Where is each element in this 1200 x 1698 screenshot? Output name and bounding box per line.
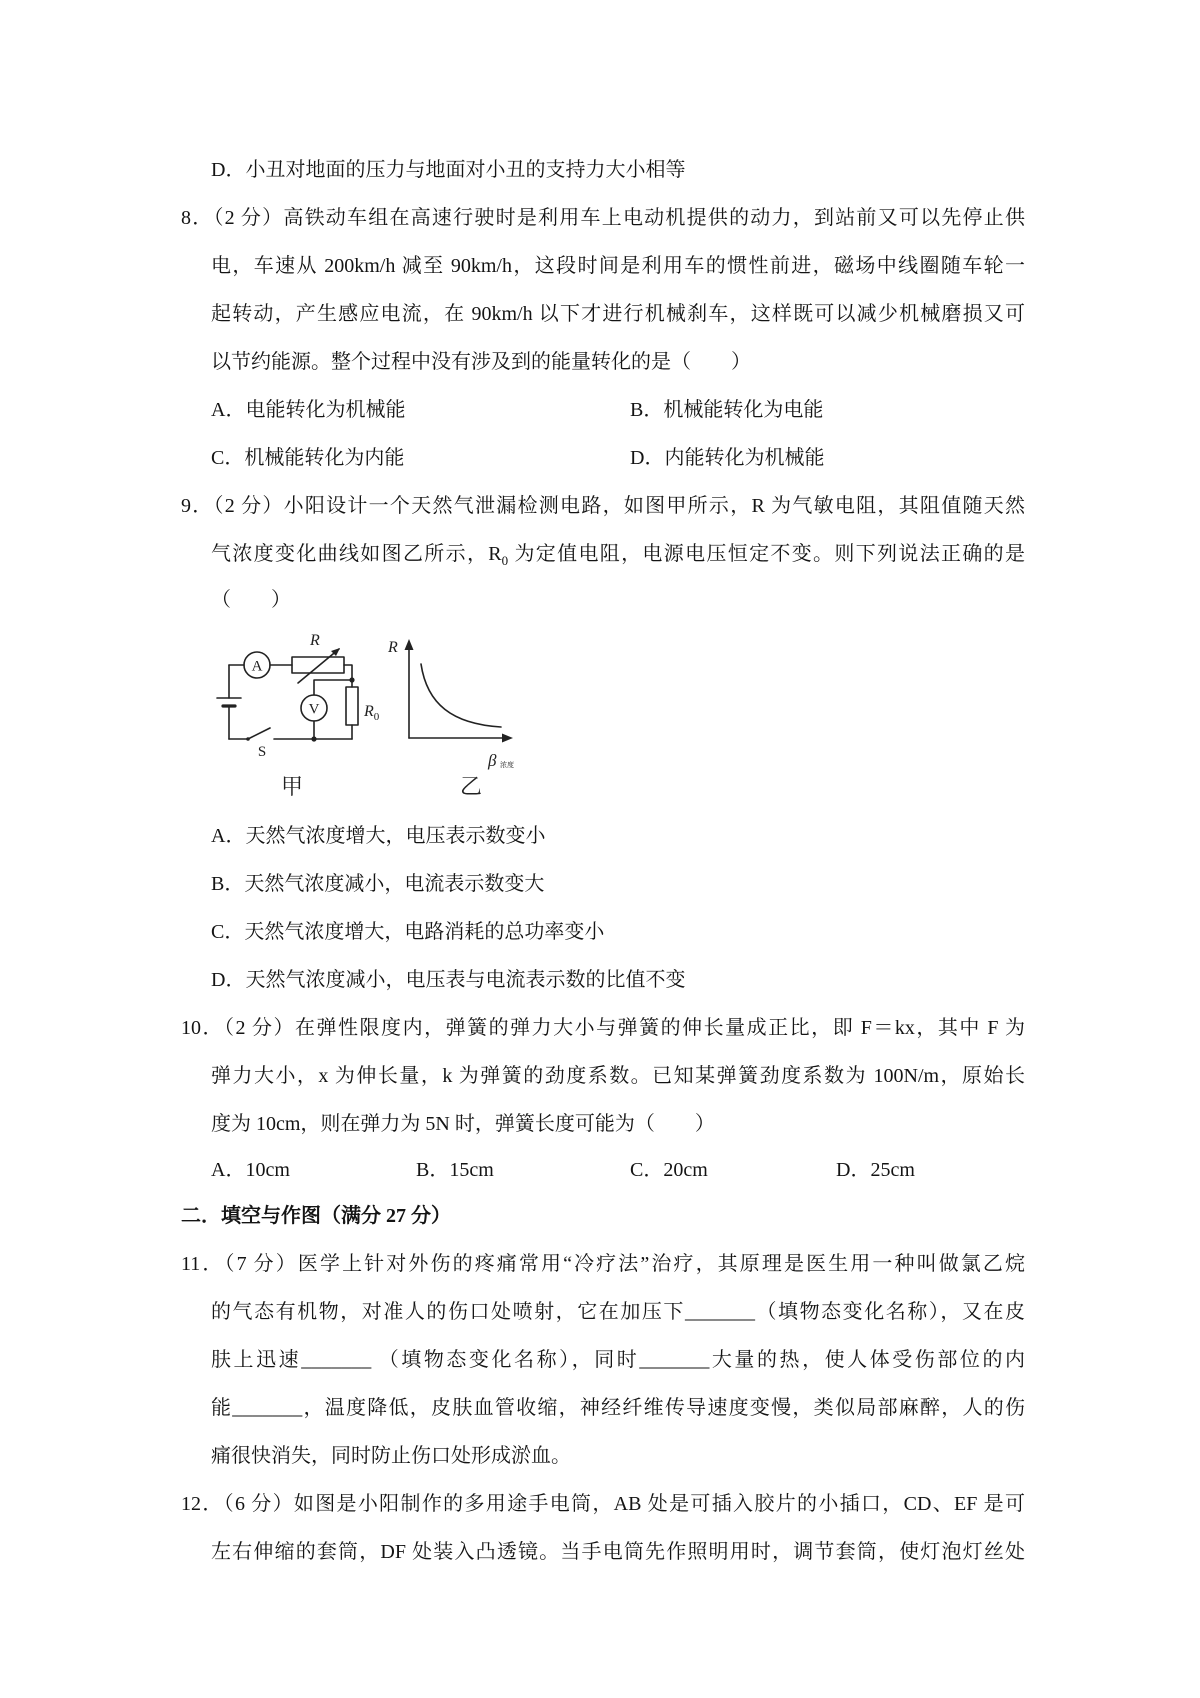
fixed-resistor (346, 687, 358, 725)
q9-option-d: D．天然气浓度减小，电压表与电流表示数的比值不变 (211, 969, 686, 991)
switch-contact-dot (246, 737, 250, 741)
switch-label: S (257, 744, 267, 760)
circuit-top-wire (229, 665, 352, 687)
gas-sensitive-resistor (292, 657, 344, 673)
q10-option-d: D．25cm (836, 1159, 915, 1181)
circuit-caption: 甲 (280, 774, 304, 799)
q9-stem-line-1: 9．（2 分）小阳设计一个天然气泄漏检测电路，如图甲所示，R 为气敏电阻，其阻值随天然 (181, 495, 1025, 517)
fixed-resistor-symbol: R (364, 703, 374, 720)
q9-answer-parentheses: （ ） (211, 589, 291, 611)
q8-stem-line-2: 电，车速从 200km/h 减至 90km/h，这段时间是利用车的惯性前进，磁场中线圈随车轮一 (211, 255, 1025, 277)
q12-stem-line-1: 12．（6 分）如图是小阳制作的多用途手电筒，AB 处是可插入胶片的小插口，CD、EF 是可 (181, 1493, 1025, 1515)
q10-stem-line-3: 度为 10cm，则在弹力为 5N 时，弹簧长度可能为（ ） (211, 1113, 715, 1135)
q9-option-c: C．天然气浓度增大，电路消耗的总功率变小 (211, 921, 605, 943)
q9-option-b: B．天然气浓度减小，电流表示数变大 (211, 873, 545, 895)
gas-resistor-label: R (310, 632, 320, 649)
voltmeter-label: V (308, 701, 320, 718)
q8-stem-line-4: 以节约能源。整个过程中没有涉及到的能量转化的是（ ） (211, 351, 751, 373)
graph-x-axis-arrow (502, 734, 513, 743)
q10-option-c: C．20cm (630, 1159, 708, 1181)
graph-x-label: β (488, 751, 497, 770)
q8-option-d: D．内能转化为机械能 (630, 447, 825, 469)
q9-stem-line-2-after: 为定值电阻，电源电压恒定不变。则下列说法正确的是 (508, 543, 1026, 565)
q11-stem-line-1: 11．（7 分）医学上针对外伤的疼痛常用“冷疗法”治疗，其原理是医生用一种叫做氯乙烷 (181, 1253, 1025, 1275)
graph-y-axis-arrow (405, 639, 414, 650)
section-2-heading: 二．填空与作图（满分 27 分） (181, 1205, 451, 1227)
circuit-diagram (217, 632, 380, 799)
q10-option-b: B．15cm (416, 1159, 494, 1181)
switch-blade (248, 728, 270, 739)
fixed-resistor-subscript: 0 (373, 711, 380, 723)
q11-stem-line-5: 痛很快消失，同时防止伤口处形成淤血。 (211, 1445, 571, 1467)
q8-stem-line-3: 起转动，产生感应电流，在 90km/h 以下才进行机械刹车，这样既可以减少机械磨损又可 (211, 303, 1025, 325)
q7-option-d: D．小丑对地面的压力与地面对小丑的支持力大小相等 (211, 159, 686, 181)
graph-caption: 乙 (459, 774, 483, 799)
q10-stem-line-2: 弹力大小，x 为伸长量，k 为弹簧的劲度系数。已知某弹簧劲度系数为 100N/m，原始长 (211, 1065, 1025, 1087)
resistance-concentration-graph (387, 639, 514, 799)
variable-resistor-arrow (298, 649, 339, 683)
q9-figure (200, 628, 520, 803)
q10-option-a: A．10cm (211, 1159, 290, 1181)
q9-option-a: A．天然气浓度增大，电压表示数变小 (211, 825, 546, 847)
ammeter-label: A (251, 658, 263, 675)
graph-curve (421, 664, 501, 727)
q10-stem-line-1: 10．（2 分）在弹性限度内，弹簧的弹力大小与弹簧的伸长量成正比，即 F＝kx，其中 F 为 (181, 1017, 1025, 1039)
graph-y-label: R (388, 639, 398, 656)
graph-x-label-sub: 浓度 (500, 761, 514, 769)
q11-stem-line-3: 肤上迅速_______ （填物态变化名称），同时_______大量的热，使人体受伤部位的内 (211, 1349, 1025, 1371)
q12-stem-line-2: 左右伸缩的套筒，DF 处装入凸透镜。当手电筒先作照明用时，调节套筒，使灯泡灯丝处 (211, 1541, 1025, 1563)
q8-stem-line-1: 8．（2 分）高铁动车组在高速行驶时是利用车上电动机提供的动力，到站前又可以先停止供 (181, 207, 1025, 229)
q8-option-c: C．机械能转化为内能 (211, 447, 405, 469)
q9-stem-line-2 (211, 530, 1025, 578)
q11-stem-line-2: 的气态有机物，对准人的伤口处喷射，它在加压下_______（填物态变化名称），又在皮 (211, 1301, 1025, 1323)
q8-option-b: B．机械能转化为电能 (630, 399, 824, 421)
q9-stem-line-2-before: 气浓度变化曲线如图乙所示， (211, 543, 489, 565)
q8-option-a: A．电能转化为机械能 (211, 399, 406, 421)
junction-dot-bottom (311, 736, 316, 741)
r0-subscript: 0 (501, 553, 509, 568)
q11-stem-line-4: 能_______，温度降低，皮肤血管收缩，神经纤维传导速度变慢，类似局部麻醉，人的伤 (211, 1397, 1025, 1419)
fixed-resistor-label (363, 703, 380, 723)
r0-symbol: R (488, 543, 502, 565)
